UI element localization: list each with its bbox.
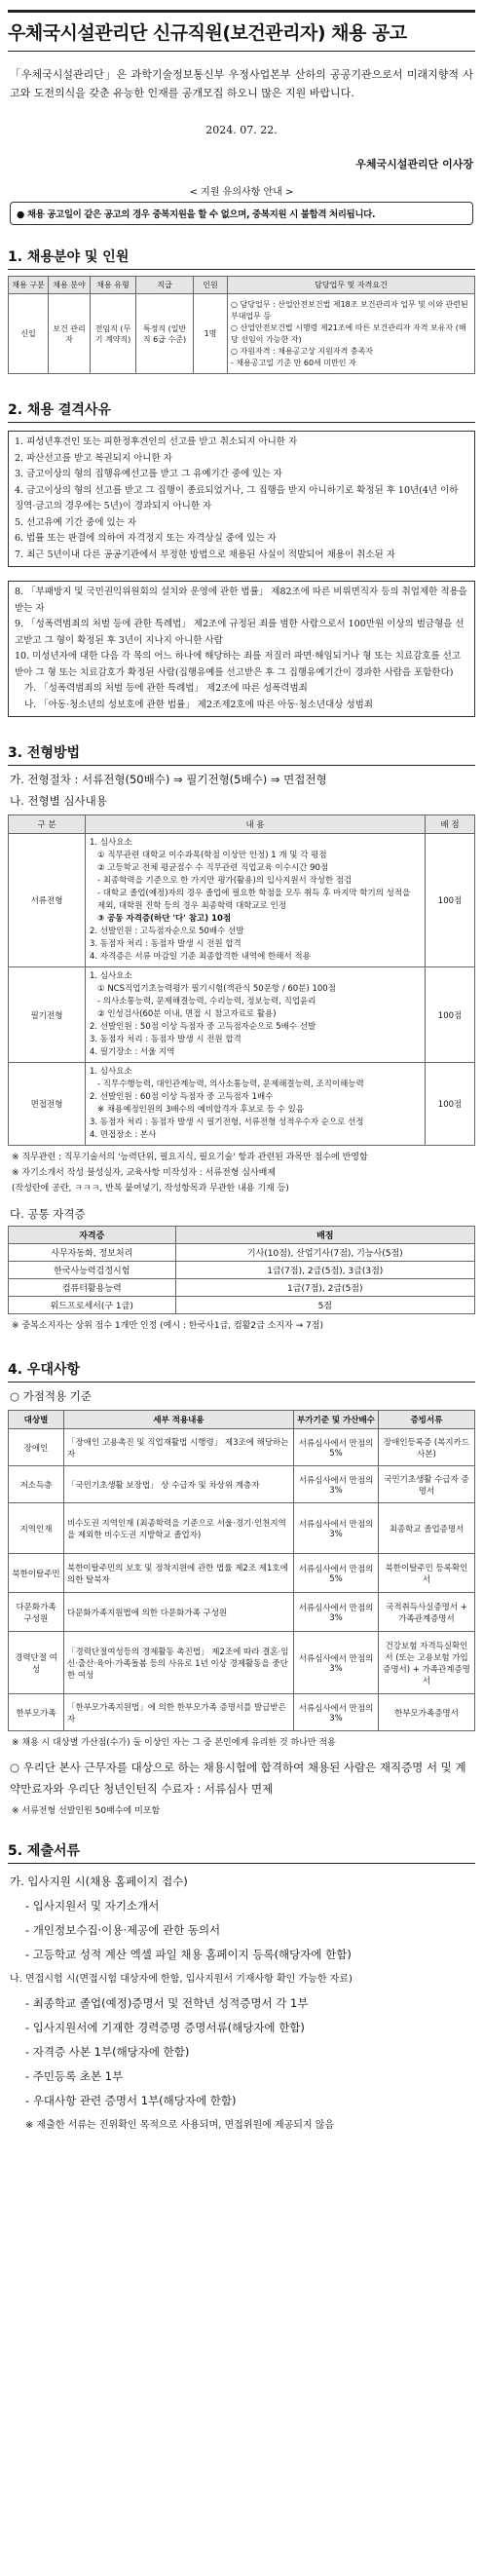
list-item: - 의사소통능력, 문제해결능력, 수리능력, 정보능력, 직업윤리	[97, 997, 316, 1006]
table-cell: 컴퓨터활용능력	[9, 1279, 176, 1297]
table-cell: 비수도권 지역인재 (최종학력을 기준으로 서울·경기·인천지역을 제외한 비수도권 지방학교 졸업자)	[64, 1503, 294, 1554]
section-1-heading: 1. 채용분야 및 인원	[8, 246, 475, 270]
list-item: 1. 피성년후견인 또는 피한정후견인의 선고를 받고 취소되지 아니한 자	[15, 436, 298, 447]
disqualification-box-1	[8, 431, 475, 567]
table-cell: 국민기초생활 수급자 증명서	[379, 1466, 475, 1503]
table-cell: 「경력단절여성등의 경제활동 촉진법」 제2조에 따라 결혼·임신·출산·육아·가족돌봄 등의 사유로 1년 이상 경제활동을 중단한 여성	[64, 1632, 294, 1694]
list-item: 1. 심사요소	[90, 838, 132, 848]
table-header: 직급	[136, 277, 194, 294]
list-item: 9. 「성폭력범죄의 처벌 등에 관한 특례법」 제2조에 규정된 죄를 범한 사람으로서 100만원 이상의 벌금형을 선고받고 그 형이 확정된 후 3년이 지나지 아니한 사람	[15, 619, 464, 646]
table-cell: 면접전형	[9, 1063, 86, 1146]
notice-text: 채용 공고일이 같은 공고의 경우 중복지원을 할 수 없으며, 중복지원 시 불합격 처리됩니다.	[26, 209, 376, 220]
list-item: 7. 최근 5년이내 다른 공공기관에서 부정한 방법으로 채용된 사실이 적발되어 채용이 취소된 자	[15, 549, 395, 560]
table-cell: 1급(7점), 2급(5점), 3급(3점)	[175, 1262, 474, 1279]
list-item: 3. 동점자 처리 : 동점자 발생 시 전원 합격	[90, 939, 242, 949]
table-cell: 서류심사에서 만점의 3%	[294, 1632, 379, 1694]
table-cell	[86, 834, 426, 967]
table-cell: 사무자동화, 정보처리	[9, 1244, 176, 1262]
table-cell: 「장애인 고용촉진 및 직업재활법 시행령」 제3조에 해당하는 자	[64, 1429, 294, 1466]
list-item: 3. 동점자 처리 : 동점자 발생 시 필기전형, 서류전형 성적우수자 순으로 선정	[90, 1118, 364, 1127]
intro-paragraph: 「우체국시설관리단」은 과학기술정보통신부 우정사업본부 산하의 공공기관으로서 미래지향적 사고와 도전의식을 갖춘 유능한 인재를 공개모집 하오니 많은 지원 바랍니다.	[10, 68, 473, 99]
table-cell: 「한부모가족지원법」에 의한 한부모가족 증명서를 발급받은 자	[64, 1694, 294, 1731]
common-certificates-heading: 다. 공통 자격증	[10, 1207, 86, 1221]
note-exemption: ※ 서류전형 선발인원 50배수에 미포함	[12, 1806, 161, 1816]
info-icon: ●	[17, 209, 24, 220]
list-item: 4. 자격증은 서류 마감일 기준 최종합격한 내역에 한해서 적용	[90, 952, 311, 962]
table-cell: 서류심사에서 만점의 5%	[294, 1554, 379, 1593]
list-item: ② 인성검사(60분 이내, 면접 시 참고자료로 활용)	[97, 1009, 277, 1019]
table-cell: 한국사능력검정시험	[9, 1262, 176, 1279]
list-item: 1. 심사요소	[90, 971, 132, 981]
list-item: - 자격증 사본 1부(해당자에 한함)	[25, 2045, 190, 2059]
table-header: 채용 분야	[49, 277, 91, 294]
table-cell: 워드프로세서(구 1급)	[9, 1297, 176, 1314]
table-cell: 저소득층	[9, 1466, 64, 1503]
list-item: - 입사지원서 및 자기소개서	[25, 1899, 160, 1913]
duty-line: - 채용공고일 기준 만 60세 미만인 자	[231, 358, 356, 367]
table-cell: 서류심사에서 만점의 5%	[294, 1429, 379, 1466]
list-item: - 주민등록 초본 1부	[25, 2069, 124, 2083]
table-header: 대상별	[9, 1411, 64, 1429]
list-item: 나. 면접시험 시(면접시험 대상자에 한함, 입사지원서 기재사항 확인 가능한 자료)	[10, 1974, 353, 1985]
table-header: 세부 적용내용	[64, 1411, 294, 1429]
list-item: 가. 입사지원 시(채용 홈페이지 접수)	[10, 1875, 188, 1888]
table-header: 채용 구분	[9, 277, 49, 294]
section-2-heading: 2. 채용 결격사유	[8, 399, 475, 423]
duty-line: ○ 담당업무 : 산업안전보건법 제18조 보건관리자 업무 및 이와 관련된 부대업무 등	[231, 299, 468, 321]
list-item: - 고등학교 성적 계산 엑셀 파일 채용 홈페이지 등록(해당자에 한함)	[25, 1948, 352, 1961]
list-item: ② 고등학교 전체 평균점수 수 직무관련 직업교육 이수시간 90점	[97, 863, 329, 873]
table-cell: 건강보험 자격득실확인서 (또는 고용보험 가입증명서) + 가족관계증명서	[379, 1632, 475, 1694]
table-cell: 서류심사에서 만점의 3%	[294, 1694, 379, 1731]
duty-cell	[228, 294, 475, 374]
table-cell: 국적취득사실증명서 + 가족관계증명서	[379, 1593, 475, 1632]
list-item: ③ 공동 자격증(하단 '다' 참고) 10점	[97, 914, 232, 924]
table-cell: 5점	[175, 1297, 474, 1314]
table-cell: 장애인	[9, 1429, 64, 1466]
table-cell: 서류심사에서 만점의 3%	[294, 1593, 379, 1632]
list-item: - 개인정보수집·이용·제공에 관한 동의서	[25, 1923, 221, 1937]
section-3-heading: 3. 전형방법	[8, 742, 475, 766]
table-header: 배 점	[426, 815, 475, 834]
table-header: 배점	[175, 1227, 474, 1244]
table-cell: 장애인등록증 (복지카드 사본)	[379, 1429, 475, 1466]
list-item: 가. 「성폭력범죄의 처벌 등에 관한 특례법」 제2조에 따른 성폭력범죄	[24, 683, 308, 694]
list-item: ※ 채용예정인원의 3배수의 예비합격자 후보로 등 수 있음	[97, 1105, 305, 1115]
table-cell	[86, 967, 426, 1063]
table-cell: 기사(10점), 산업기사(7점), 기능사(5점)	[175, 1244, 474, 1262]
table-cell: 북한이탈주민	[9, 1554, 64, 1593]
preference-table	[8, 1410, 475, 1731]
list-item: 6. 법률 또는 판결에 의하여 자격정지 또는 자격상실 중에 있는 자	[15, 533, 277, 544]
table-cell: 1명	[194, 294, 228, 374]
list-item: - 대학교 졸업(예정)자의 경우 졸업에 필요한 학점을 모두 취득 후 마지막 학기의 성적을 제외, 대학원 진학 등의 경우 최종학력 대학교로 인정	[97, 889, 411, 911]
table-cell: 특정직 (일반직 6급 수준)	[136, 294, 194, 374]
list-item: 10. 미성년자에 대한 다음 각 목의 어느 하나에 해당하는 죄를 저질러 파면·해임되거나 형 또는 치료감호를 선고받아 그 형 또는 치료감호가 확정된 사람(집행유예를 선고받은 후 그 집행유예기간이 경과한 사람을 포함한다)	[15, 651, 462, 678]
note-preference: ※ 채용 시 대상별 가산점(수가) 둘 이상인 자는 그 중 본인에게 유리한 것 하나만 적용	[12, 1738, 336, 1748]
table-cell: 서류심사에서 만점의 3%	[294, 1466, 379, 1503]
list-item: 2. 파산선고를 받고 복권되지 아니한 자	[15, 452, 172, 464]
list-item: - 최종학력을 기준으로 한 가지만 평가(활용)의 입사지원서 작성한 점검	[97, 876, 353, 886]
issuer-name: 우체국시설관리단 이사장	[355, 158, 473, 170]
table-cell: 지역인재	[9, 1503, 64, 1554]
list-item: 8. 「부패방지 및 국민권익위원회의 설치와 운영에 관한 법률」 제82조에 따른 비위면직자 등의 취업제한 적용을 받는 자	[15, 587, 467, 614]
selection-criteria-heading: 나. 전형별 심사내용	[10, 794, 107, 808]
table-cell: 1급(7점), 2급(5점)	[175, 1279, 474, 1297]
page-title: 우체국시설관리단 신규직원(보건관리자) 채용 공고	[8, 10, 475, 52]
list-item: - 최종학교 졸업(예정)증명서 및 전학년 성적증명서 각 1부	[25, 1996, 309, 2010]
table-header: 자격증	[9, 1227, 176, 1244]
table-cell: 한부모가족증명서	[379, 1694, 475, 1731]
list-item: 3. 금고이상의 형의 집행유예선고를 받고 그 유예기간 중에 있는 자	[15, 469, 282, 479]
table-cell: 보건 관리자	[49, 294, 91, 374]
table-cell: 최종학교 졸업증명서	[379, 1503, 475, 1554]
duty-line: ○ 자원자격 : 채용공고상 지원자격 충족자	[231, 346, 374, 356]
list-item: 1. 심사요소	[90, 1067, 132, 1077]
table-header: 인원	[194, 277, 228, 294]
table-header: 담당업무 및 자격요건	[228, 277, 475, 294]
list-item: 2. 선발인원 : 50점 이상 득점자 중 고득점자순으로 5배수 선발	[90, 1022, 316, 1032]
table-cell: 경력단절 여성	[9, 1632, 64, 1694]
list-item: 3. 동점자 처리 : 동점자 발생 시 전원 합격	[90, 1035, 242, 1044]
list-item: ① 직무관련 대학교 이수과목(학점 이상만 인정) 1 개 및 각 평점	[97, 851, 327, 860]
table-cell: 서류심사에서 만점의 3%	[294, 1503, 379, 1554]
list-item: - 입사지원서에 기재한 경력증명 증명서류(해당자에 한함)	[25, 2021, 305, 2034]
list-item: ※ 제출한 서류는 진위확인 목적으로 사용되며, 면접위원에 제공되지 않음	[25, 2120, 335, 2131]
table-cell: 다문화가족지원법에 의한 다문화가족 구성원	[64, 1593, 294, 1632]
table-cell	[86, 1063, 426, 1146]
exemption-text: ○ 우리단 본사 근무자를 대상으로 하는 채용시험에 합격하여 채용된 사람은 재직증명 서 및 계약만료자와 우리단 청년인턴직 수료자 : 서류심사 면제	[10, 1761, 466, 1796]
list-item: - 우대사항 관련 증명서 1부(해당자에 한함)	[25, 2094, 237, 2107]
duty-line: ○ 산업안전보건법 시행령 제21조에 따른 보건관리자 자격 보유자 (해당 선임이 가능한 자)	[231, 322, 466, 344]
table-cell: 북한이탈주민의 보호 및 정착지원에 관한 법률 제2조 제1호에 의한 탈북자	[64, 1554, 294, 1593]
list-item: 나. 「아동·청소년의 성보호에 관한 법률」 제2조제2호에 따른 아동·청소년대상 성범죄	[24, 699, 373, 710]
table-cell: 다문화가족 구성원	[9, 1593, 64, 1632]
bonus-criteria-heading: ○ 가점적용 기준	[10, 1389, 92, 1403]
list-item: 2. 선발인원 : 고득점자순으로 50배수 선발	[90, 927, 244, 936]
list-item: 5. 선고유예 기간 중에 있는 자	[15, 516, 137, 528]
table-cell: 100점	[426, 834, 475, 967]
disqualification-box-2	[8, 581, 475, 717]
table-cell: 북한이탈주민 등록확인서	[379, 1554, 475, 1593]
table-cell: 필기전형	[9, 967, 86, 1063]
table-cell: 「국민기초생활 보장법」 상 수급자 및 차상위 계층자	[64, 1466, 294, 1503]
table-header: 부가기준 및 가산배수	[294, 1411, 379, 1429]
certificates-table	[8, 1226, 475, 1314]
table-header: 증빙서류	[379, 1411, 475, 1429]
note-cover-letter-detail: (작성란에 공란, ㅋㅋㅋ, 반복 붙여넣기, 작성항목과 무관한 내용 기재 등)	[12, 1184, 289, 1193]
table-cell: 한부모가족	[9, 1694, 64, 1731]
documents-list	[10, 1870, 473, 2138]
list-item: - 직무수행능력, 대인관계능력, 의사소통능력, 문제해결능력, 조직이해능력	[97, 1080, 364, 1089]
section-4-heading: 4. 우대사항	[8, 1359, 475, 1383]
note-cover-letter: ※ 자기소개서 작성 불성실자, 교육사항 미작성자 : 서류전형 심사배제	[12, 1168, 277, 1178]
table-cell: 서류전형	[9, 834, 86, 967]
table-cell: 전임직 (무기 계약직)	[91, 294, 136, 374]
table-cell: 신입	[9, 294, 49, 374]
posting-date: 2024. 07. 22.	[205, 124, 278, 136]
note-job-related: ※ 직무관련 : 직무기술서의 '능력단위, 필요지식, 필요기술' 항과 관련된 과목만 점수에 반영함	[12, 1153, 368, 1162]
section-5-heading: 5. 제출서류	[8, 1840, 475, 1864]
note-duplicate-certificates: ※ 중복소지자는 상위 점수 1개만 인정 (예시 : 한국사1급, 컴활2급 소지자 → 7점)	[12, 1321, 323, 1331]
table-cell: 100점	[426, 967, 475, 1063]
table-header: 구 분	[9, 815, 86, 834]
recruitment-table	[8, 276, 475, 374]
list-item: 4. 면접장소 : 본사	[90, 1130, 157, 1140]
screening-table	[8, 814, 475, 1146]
notice-box	[10, 202, 473, 225]
selection-procedure: 가. 전형절차 : 서류전형(50배수) ⇒ 필기전형(5배수) ⇒ 면접전형	[10, 773, 327, 786]
table-cell: 100점	[426, 1063, 475, 1146]
list-item: 2. 선발인원 : 60점 이상 득점자 중 고득점자 1배수	[90, 1092, 274, 1102]
notice-heading: < 지원 유의사항 안내 >	[189, 187, 294, 198]
table-header: 내 용	[86, 815, 426, 834]
list-item: 4. 금고이상의 형의 선고를 받고 그 집행이 종료되었거나, 그 집행을 받지 아니하기로 확정된 후 10년(4년 이하 징역·금고의 경우에는 5년)이 경과되지 아니한 자	[15, 484, 459, 511]
list-item: ① NCS직업기초능력평가 필기시험(객관식 50문항 / 60분) 100점	[97, 984, 336, 994]
table-header: 채용 유형	[91, 277, 136, 294]
list-item: 4. 필기장소 : 서울 지역	[90, 1047, 175, 1057]
